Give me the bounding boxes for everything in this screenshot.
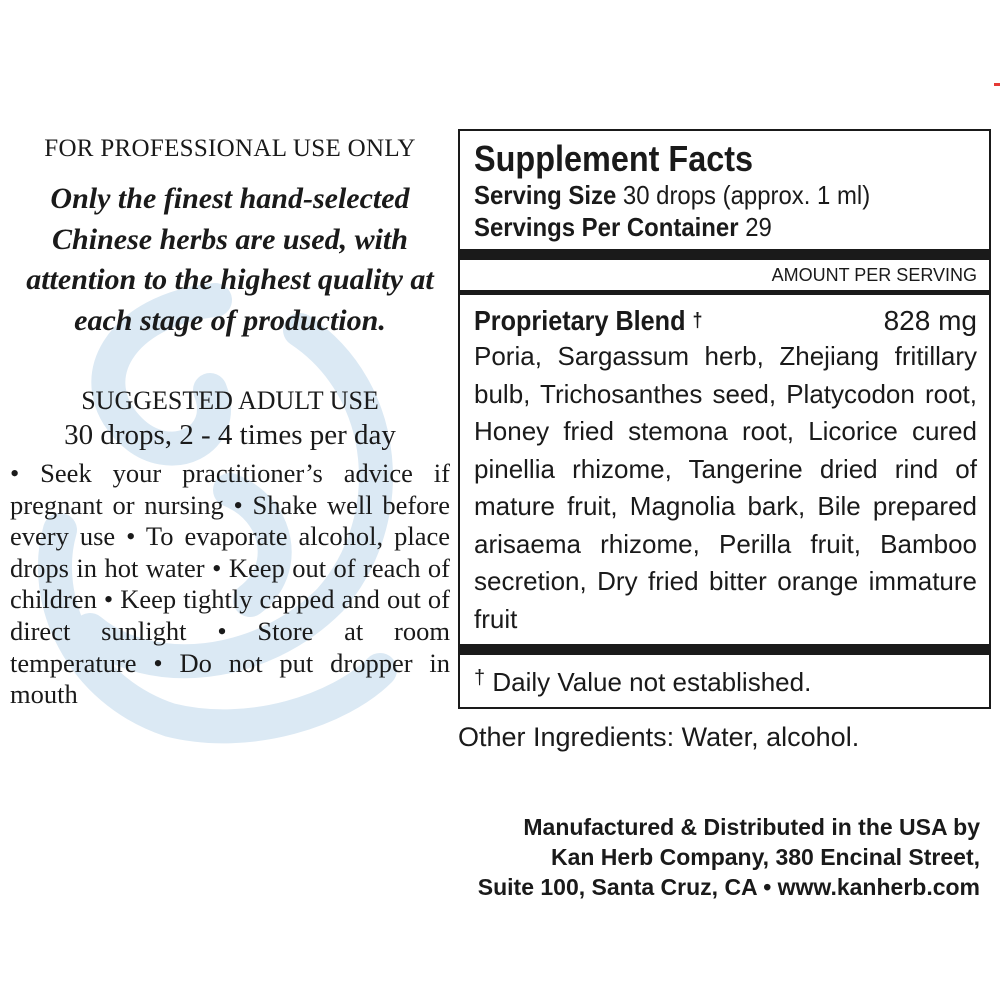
dagger-symbol: † [692,310,703,332]
proprietary-blend-label [474,304,702,338]
divider-thick [460,249,989,260]
supplement-facts-title: Supplement Facts [474,138,754,179]
suggested-use-heading: SUGGESTED ADULT USE [81,386,379,415]
footnote-text: Daily Value not established. [492,667,812,697]
serving-size-value: 30 drops (approx. 1 ml) [622,180,871,210]
manufacturer-line-3: Suite 100, Santa Cruz, CA • www.kanherb.com [477,874,980,900]
proprietary-blend-ingredients: Poria, Sargassum herb, Zhejiang fritillary bulb, Trichosanthes seed, Platycodon root, Honey fried stemona root, Licorice cured pinellia rhizome, Tangerine dried rind of mature fruit, Magnolia bark, Bile prepared arisaema rhizome, Perilla fruit, Bamboo secretion, Dry fried bitter orange immature fruit [474,341,977,634]
footnote-dagger-symbol: † [474,667,486,689]
divider-bottom [460,644,989,655]
servings-per-container-row [474,211,948,243]
proprietary-blend-row [474,304,977,338]
amount-per-serving-header: AMOUNT PER SERVING [771,265,977,285]
divider-medium [460,290,989,295]
proprietary-blend-amount: 828 mg [883,305,977,336]
usage-instructions: • Seek your practitioner’s advice if pregnant or nursing • Shake well before every use • To evaporate alcohol, place drops in hot water • Keep out of reach of children • Keep tightly capped and out of direct sunlight • Store at room temperature • Do not put dropper in mouth [10,458,450,710]
servings-per-container-value: 29 [745,212,772,242]
servings-per-container-label: Servings Per Container [474,212,739,242]
other-ingredients: Other Ingredients: Water, alcohol. [458,722,860,752]
tagline: Only the finest hand-selected Chinese herbs are used, with attention to the highest quality at each stage of production. [26,182,434,337]
professional-use-heading: FOR PROFESSIONAL USE ONLY [44,135,416,162]
left-panel [10,135,450,711]
manufacturer-line-2: Kan Herb Company, 380 Encinal Street, [550,844,980,870]
suggested-use-dose: 30 drops, 2 - 4 times per day [64,419,396,451]
daily-value-footnote [474,667,811,698]
proprietary-blend-name: Proprietary Blend [474,305,686,336]
supplement-facts-panel [458,129,991,709]
corner-mark [994,83,1000,86]
manufacturer-info [460,812,980,902]
manufacturer-line-1: Manufactured & Distributed in the USA by [523,814,980,840]
serving-size-row [474,179,948,211]
serving-size-label: Serving Size [474,180,617,210]
